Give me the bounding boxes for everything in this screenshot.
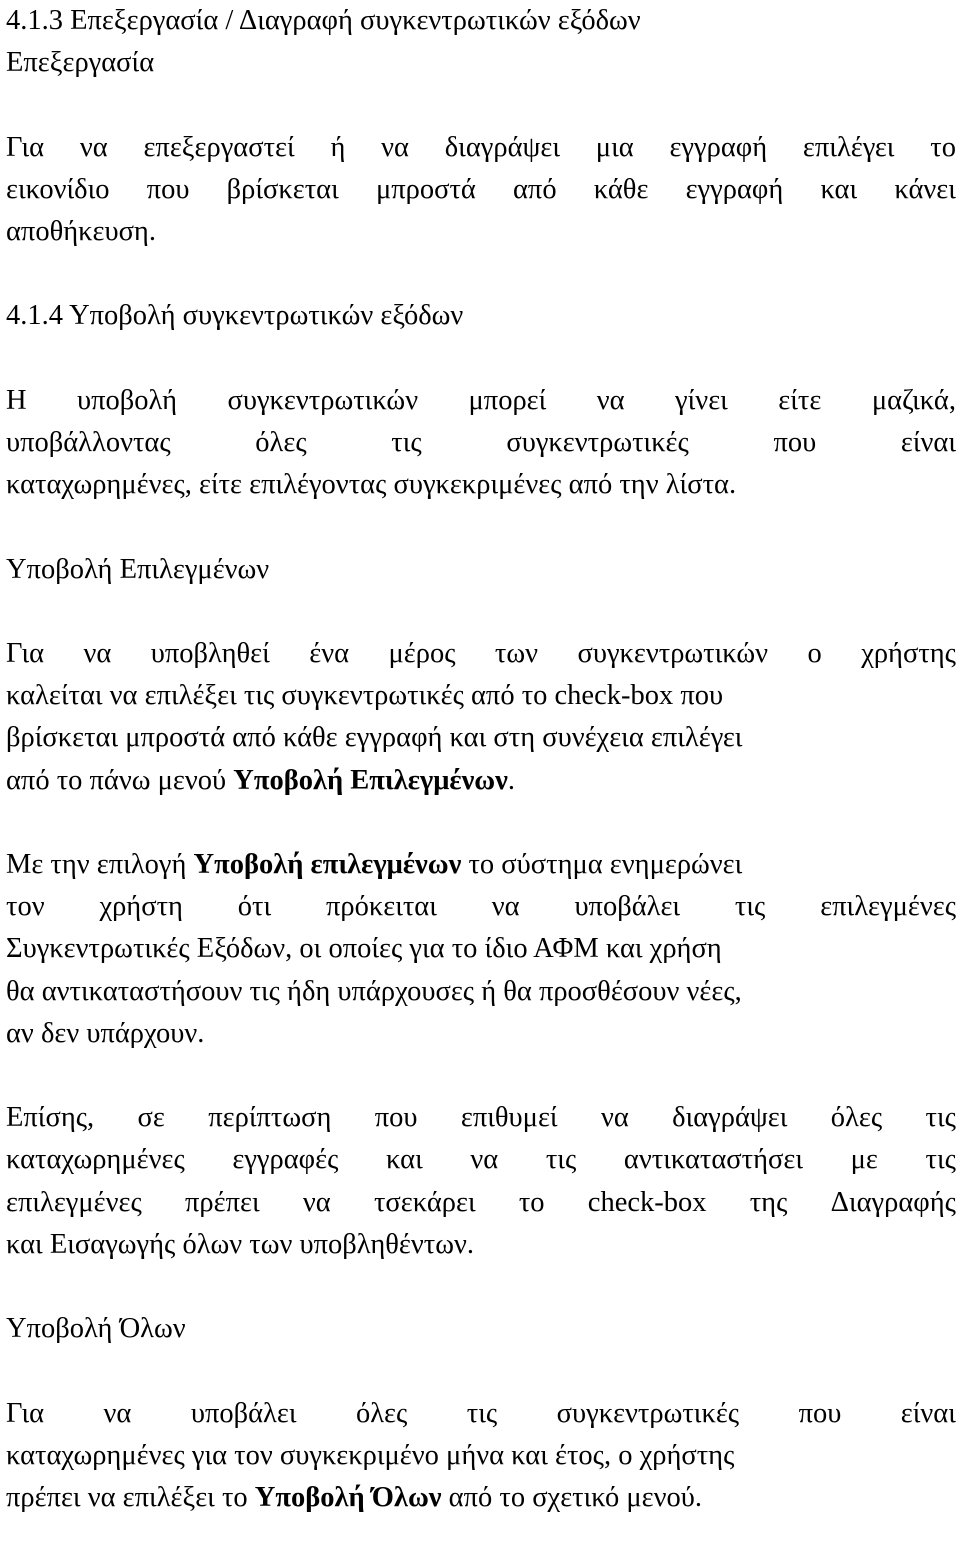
word: μαζικά, [871, 384, 956, 416]
edit-paragraph-line: αποθήκευση. [6, 216, 156, 247]
blank-line [6, 1055, 956, 1097]
word: να [103, 1397, 132, 1429]
text-run: από το σχετικό μενού. [441, 1481, 703, 1513]
word: εγγραφή [685, 173, 784, 205]
text-run: το σύστημα ενημερώνει [461, 848, 743, 880]
word: είναι [900, 426, 956, 458]
word: γίνει [675, 384, 728, 416]
word: της [749, 1186, 788, 1218]
all-paragraph-line [6, 1477, 956, 1519]
word: που [773, 426, 817, 458]
word: από [513, 173, 557, 205]
word: ή [330, 131, 346, 163]
word: check-box [587, 1186, 707, 1218]
word: είτε [778, 384, 822, 416]
heading-submit-selected: Υποβολή Επιλεγμένων [6, 553, 270, 585]
word: συγκεντρωτικές [506, 426, 689, 458]
word: εικονίδιο [6, 173, 110, 205]
word: εγγραφή [669, 131, 768, 163]
word: τσεκάρει [373, 1186, 476, 1218]
word: βρίσκεται [226, 173, 339, 205]
word: διαγράψει [444, 131, 561, 163]
word: υποβάλει [574, 891, 681, 923]
word: τις [545, 1144, 577, 1176]
word: τις [391, 426, 422, 458]
word: και [386, 1144, 423, 1176]
selected-paragraph-line [6, 633, 956, 675]
word: το [930, 131, 956, 163]
word: πρόκειται [326, 891, 437, 923]
word: υποβληθεί [150, 637, 270, 669]
selected-option-paragraph-line [6, 844, 956, 886]
word: συγκεντρωτικών [577, 637, 769, 669]
selected-option-paragraph-line: Συγκεντρωτικές Εξόδων, οι οποίες για το ίδιο ΑΦΜ και χρήση [6, 933, 722, 965]
word: υποβάλει [190, 1397, 297, 1429]
blank-line [6, 802, 956, 844]
section-heading-4-1-4: 4.1.4 Υποβολή συγκεντρωτικών εξόδων [6, 300, 464, 332]
word: ένα [309, 637, 350, 669]
word: Για [6, 637, 45, 669]
word: να [470, 1144, 499, 1176]
word: περίπτωση [208, 1102, 332, 1134]
word: να [381, 131, 409, 163]
submit-paragraph-line [6, 422, 956, 464]
delete-option-paragraph-line [6, 1139, 956, 1181]
word: όλες [830, 1102, 883, 1134]
word: επιλεγμένες [6, 1186, 142, 1218]
word: των [494, 637, 539, 669]
word: κάνει [894, 173, 956, 205]
selected-paragraph-line: βρίσκεται μπροστά από κάθε εγγραφή και στη συνέχεια επιλέγει [6, 722, 743, 754]
edit-paragraph-line [6, 127, 956, 169]
word: χρήστη [99, 891, 183, 923]
subheading-edit: Επεξεργασία [6, 47, 155, 79]
word: που [146, 173, 190, 205]
word: τις [466, 1397, 498, 1429]
text-run: από το πάνω μενού [6, 764, 234, 796]
word: πρέπει [185, 1186, 260, 1218]
word: να [491, 891, 520, 923]
word: μέρος [388, 637, 456, 669]
heading-submit-all: Υποβολή Όλων [6, 1313, 186, 1345]
word: μπορεί [468, 384, 547, 416]
blank-line [6, 591, 956, 633]
blank-line [6, 253, 956, 295]
blank-line [6, 1350, 956, 1392]
word: διαγράψει [672, 1102, 788, 1134]
word: Διαγραφής [830, 1186, 956, 1218]
selected-paragraph-line: καλείται να επιλέξει τις συγκεντρωτικές από το check-box που [6, 680, 724, 712]
word: μπροστά [375, 173, 476, 205]
submit-paragraph-line: καταχωρημένες, είτε επιλέγοντας συγκεκριμένες από την λίστα. [6, 469, 737, 501]
word: που [798, 1397, 842, 1429]
word: Για [6, 1397, 45, 1429]
blank-line [6, 506, 956, 548]
word: Η [6, 384, 27, 416]
word: τις [925, 1144, 956, 1176]
word: υποβολή [77, 384, 178, 416]
word: συγκεντρωτικές [556, 1397, 740, 1429]
word: Επίσης, [6, 1102, 95, 1134]
text-run: Με την επιλογή [6, 848, 194, 880]
word: μια [595, 131, 634, 163]
word: επιλέγει [802, 131, 895, 163]
selected-option-paragraph-line: αν δεν υπάρχουν. [6, 1017, 205, 1049]
word: τις [925, 1102, 956, 1134]
word: χρήστης [861, 637, 956, 669]
menu-name-emphasis: Υποβολή Όλων [254, 1481, 442, 1513]
word: και [820, 173, 858, 205]
all-paragraph-line: καταχωρημένες για τον συγκεκριμένο μήνα και έτος, ο χρήστης [6, 1439, 735, 1471]
word: εγγραφές [232, 1144, 339, 1176]
text-run: . [507, 764, 515, 796]
word: ότι [237, 891, 272, 923]
word: Για [6, 131, 45, 163]
word: υποβάλλοντας [6, 426, 171, 458]
all-paragraph-line [6, 1393, 956, 1435]
word: όλες [355, 1397, 408, 1429]
word: να [600, 1102, 629, 1134]
selected-option-paragraph-line [6, 886, 956, 928]
word: να [596, 384, 625, 416]
word: συγκεντρωτικών [227, 384, 419, 416]
document-page [6, 0, 956, 1519]
word: είναι [900, 1397, 956, 1429]
word: να [79, 131, 108, 163]
word: όλες [255, 426, 307, 458]
word: κάθε [593, 173, 649, 205]
word: επεξεργαστεί [143, 131, 295, 163]
selected-paragraph-line [6, 760, 956, 802]
selected-option-paragraph-line: θα αντικαταστήσουν τις ήδη υπάρχουσες ή θα προσθέσουν νέες, [6, 975, 742, 1007]
word: που [374, 1102, 418, 1134]
delete-option-paragraph-line: και Εισαγωγής όλων των υποβληθέντων. [6, 1228, 474, 1260]
word: τις [734, 891, 766, 923]
menu-name-emphasis: Υποβολή Επιλεγμένων [233, 764, 508, 796]
word: να [83, 637, 112, 669]
blank-line [6, 338, 956, 380]
blank-line [6, 1266, 956, 1308]
menu-name-emphasis: Υποβολή επιλεγμένων [193, 848, 462, 880]
word: να [302, 1186, 331, 1218]
edit-paragraph-line [6, 169, 956, 211]
submit-paragraph-line [6, 380, 956, 422]
delete-option-paragraph-line [6, 1097, 956, 1139]
word: με [850, 1144, 878, 1176]
word: αντικαταστήσει [623, 1144, 804, 1176]
word: καταχωρημένες [6, 1144, 185, 1176]
word: ο [807, 637, 822, 669]
blank-line [6, 84, 956, 126]
text-run: πρέπει να επιλέξει το [6, 1481, 255, 1513]
word: επιθυμεί [460, 1102, 558, 1134]
delete-option-paragraph-line [6, 1182, 956, 1224]
word: σε [137, 1102, 165, 1134]
word: το [518, 1186, 545, 1218]
word: τον [6, 891, 45, 923]
section-heading-4-1-3: 4.1.3 Επεξεργασία / Διαγραφή συγκεντρωτικών εξόδων [6, 5, 641, 36]
word: επιλεγμένες [820, 891, 956, 923]
